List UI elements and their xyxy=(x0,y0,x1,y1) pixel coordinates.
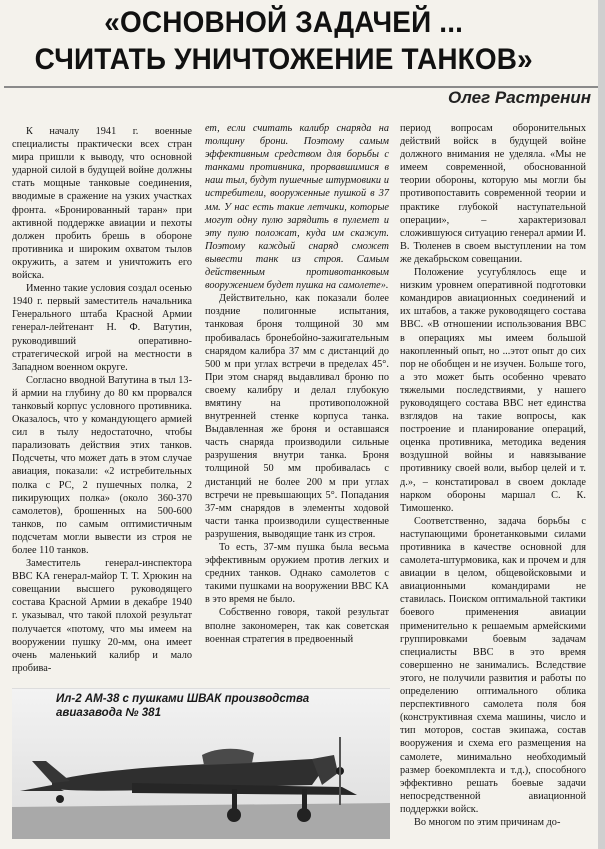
paragraph: Положение усугублялось еще и низким уровнем оперативной подготовки командиров авиационных соединений и их штабов, а также руководящего состава ВВС. «В отношении использования ВВС в операциях мы имеем большой накопленный опыт, но ...этот опыт до сих пор не обобщен и не изучен. Больше того, а это может быть особенно чревато тяжелыми последствиями, у нашего руководящего состава ВВС нет единства взглядов на такие вопросы, как построение и планирование операций, оценка противника, методика ведения воздушной войны и навязывание противнику своей воли, выбор целей и т. д.», – констатировал в своем докладе нарком обороны маршал С. К. Тимошенко. xyxy=(400,267,586,514)
article-title: «ОСНОВНОЙ ЗАДАЧЕЙ ... СЧИТАТЬ УНИЧТОЖЕНИЕ ТАНКОВ» xyxy=(34,6,533,76)
article-author: Олег Растренин xyxy=(448,88,591,107)
paragraph: ет, если считать калибр снаряда на толщину брони. Поэтому самым эффективным средством для борьбы с танками противника, прорвавшимися в наш тыл, будут пушечные штурмовики и истребители, вооруженные пушкой в 37 мм. У нас есть такие летчики, которые могут одну пулю зарядить в пулемет и эту пулю положат, куда им скажут. Поэтому каждый снаряд сможет вывести танк из строя. Самым действенным противотанковым вооружением будет пушка на самолете». xyxy=(205,123,389,292)
paragraph: Действительно, как показали более поздние полигонные испытания, танковая броня толщиной 30 мм пробивалась бронебойно-зажигательным снарядом калибра 37 мм с дистанций до 500 м при углах встречи в пределах 45°. При этом снаряд выдавливал броню по своему калибру и делал глубокую вмятину на противоположной внутренней стенке корпуса танка. Выдавленная же броня и оставшаяся часть снаряда производили сильные разрушения внутри танка. Броня толщиной 50 мм пробивалась с дистанций не более 200 м при углах встречи не превышающих 5°. Попадания 37-мм снарядов в элементы ходовой части танка производили существенные разрушения, выводящие танк из строя. xyxy=(205,293,389,540)
paragraph: Согласно вводной Ватутина в тыл 13-й армии на глубину до 80 км прорвался танковый корпус условного противника. Оказалось, что у командующего армией сил в тылу недостаточно, чтобы парализовать действия этих танков. Подсчеты, что может дать в этом случае авиация, показали: «2 истребительных полка с РС, 2 пушечных полка, 2 пикирующих полка» (около 360-370 самолетов), брошенных на 500-600 танков, по самым оптимистичным подсчетам могли вывести из строя не более 110 танков. xyxy=(12,374,192,556)
page-edge xyxy=(598,0,605,849)
paragraph: Соответственно, задача борьбы с наступающими бронетанковыми силами противника в качестве основной для самолета-штурмовика, как и прочем и для авиации в целом, общевойсковыми и авиационными командирами не ставилась. Поиском оптимальной тактики боевого применения авиации применительно к решаемым армейскими группировками боевым задачам специалисты ВВС в это время совершенно не занимались. Вследствие этого, не получили развития и работы по определению оптимального облика перспективного самолета поля боя (конструктивная схема машины, число и тип моторов, состав экипажа, состав вооружения и схема его размещения на самолете, минимально необходимый размер боекомплекта и т.д.), способного эффективно решать боевые задачи непосредственной авиационной поддержки войск. xyxy=(400,515,586,815)
paragraph: Заместитель генерал-инспектора ВВС КА генерал-майор Т. Т. Хрюкин на совещании высшего руководящего состава Красной Армии в декабре 1940 г. указывал, что такой плохой результат получается «потому, что мы имеем на вооружении пушку 20-мм, она имеет очень маленький калибр и мало пробива- xyxy=(12,558,192,674)
paragraph: Именно такие условия создал осенью 1940 г. первый заместитель начальника Генерального штаба Красной Армии генерал-лейтенант Н. Ф. Ватутин, руководивший оперативно-стратегической игрой на местности в Западном военном округе. xyxy=(12,283,192,373)
paragraph: период вопросам оборонительных действий войск в будущей войне должного внимания не уделяла. «Мы не имеем современной, обоснованной теории обороны, которую мы могли бы противопоставить современной теории и практике глубокой наступательной операции», – характеризовал сложившуюся ситуацию генерал армии И. В. Тюленев в своем выступлении на том же декабрьском совещании. xyxy=(400,123,586,265)
text-column-3 xyxy=(400,122,586,829)
paragraph: Во многом по этим причинам до- xyxy=(414,816,561,828)
paragraph: То есть, 37-мм пушка была весьма эффективным оружием против легких и средних танков. Однако самолетов с такими пушками на вооружении ВВС КА в это время не было. xyxy=(205,542,389,606)
text-column-2 xyxy=(205,122,389,646)
figure-caption: Ил-2 АМ-38 с пушками ШВАК производства авиазавода № 381 xyxy=(56,693,310,719)
text-column-1 xyxy=(12,125,192,675)
paragraph: К началу 1941 г. военные специалисты практически всех стран мира пришли к выводу, что основной ударной силой в будущей войне должны стать мощные танковые соединения, вводимые в сражение на узких участках фронта. «Бронированный таран» при активной поддержке авиации и пехоты должен пробить брешь в обороне противника и широким охватом тылов окружить, а затем и уничтожить его войска. xyxy=(12,126,192,282)
paragraph: Собственно говоря, такой результат вполне закономерен, так как советская военная стратегия в предвоенный xyxy=(205,607,389,645)
aircraft-photo-figure xyxy=(12,688,390,839)
